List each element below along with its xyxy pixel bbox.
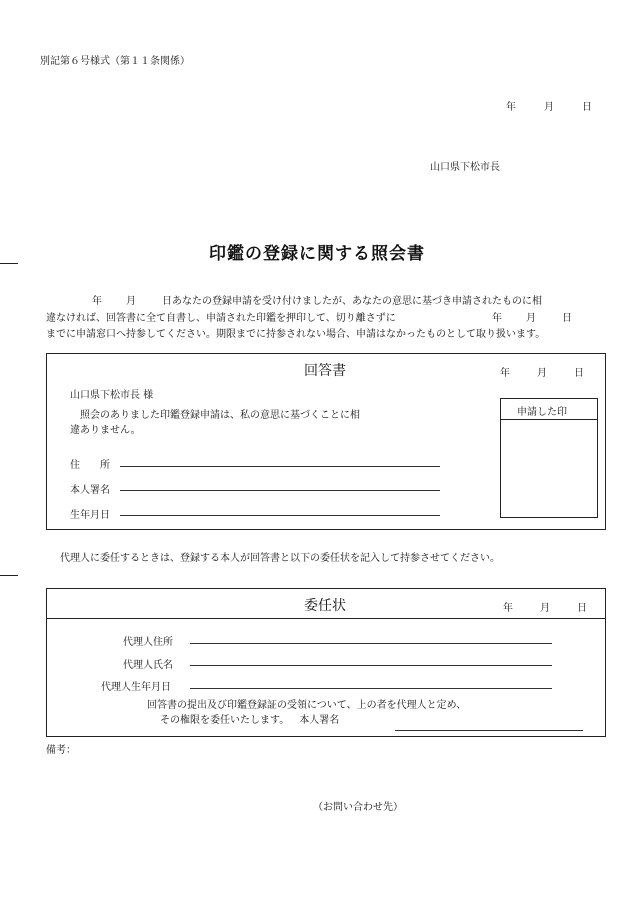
- intro-month: 月: [126, 296, 136, 307]
- seal-box-divider: [501, 419, 597, 420]
- intro-line-2-text: 違なければ、回答書に全て自書し、申請された印鑑を押印して、切り離さずに: [46, 313, 396, 324]
- issuer: 山口県下松市長: [430, 162, 500, 173]
- delegation-date: [503, 599, 587, 614]
- contact-label: （お問い合わせ先）: [313, 802, 403, 813]
- reply-date-day: 日: [574, 368, 584, 379]
- delegation-birth-label: 代理人生年月日: [101, 682, 171, 693]
- intro-line-3: までに申請窓口へ持参してください。期限までに持参されない場合、申請はなかったものとして取り扱います。: [46, 329, 546, 340]
- reply-statement-line-2: 違ありません。: [70, 425, 141, 436]
- delegation-signature-label: 本人署名: [299, 715, 340, 726]
- delegation-birth-field[interactable]: [190, 675, 552, 689]
- header-date-day: 日: [582, 102, 592, 113]
- seal-label: 申請した印: [517, 407, 567, 418]
- intro-year: 年: [92, 296, 102, 307]
- delegation-address-label: 代理人住所: [123, 637, 173, 648]
- intro-deadline-day: 日: [562, 313, 572, 324]
- header-date-month: 月: [544, 102, 554, 113]
- header-date-year: 年: [506, 102, 516, 113]
- intro-line-1: [46, 293, 542, 311]
- delegation-date-year: 年: [503, 603, 513, 614]
- delegation-divider: [47, 618, 605, 619]
- remarks-label: 備考：: [46, 745, 76, 756]
- page-title: 印鑑の登録に関する照会書: [209, 244, 425, 264]
- reply-addressee: 山口県下松市長 様: [70, 390, 154, 401]
- delegation-name-label: 代理人氏名: [123, 660, 173, 671]
- delegation-heading: 委任状: [304, 598, 346, 614]
- intro-line-1-text: 日あなたの登録申請を受け付けましたが、あなたの意思に基づき申請されたものに相: [162, 296, 542, 307]
- reply-birth-label: 生年月日: [70, 510, 110, 521]
- delegation-date-month: 月: [540, 603, 550, 614]
- header-date: [506, 98, 592, 113]
- reply-address-label: 住 所: [70, 460, 110, 471]
- reply-address-field[interactable]: [120, 453, 440, 467]
- cut-mark-top: [0, 263, 18, 264]
- delegation-address-field[interactable]: [190, 630, 552, 644]
- reply-heading: 回答書: [304, 363, 346, 379]
- reply-date: [500, 364, 584, 379]
- proxy-note: 代理人に委任するときは、登録する本人が回答書と以下の委任状を記入して持参させてください。: [60, 553, 500, 564]
- reply-date-year: 年: [500, 368, 510, 379]
- reply-birth-field[interactable]: [120, 502, 440, 516]
- intro-deadline-year: 年: [492, 313, 502, 324]
- delegation-name-field[interactable]: [190, 652, 552, 666]
- delegation-signature-field[interactable]: [395, 716, 583, 731]
- delegation-statement-line-2-text: その権限を委任いたします。: [160, 715, 290, 726]
- delegation-statement-line-1: 回答書の提出及び印鑑登録証の受領について、上の者を代理人と定め、: [147, 700, 467, 711]
- form-label: 別記第６号様式（第１１条関係）: [40, 56, 190, 67]
- delegation-date-day: 日: [577, 603, 587, 614]
- reply-statement-line-1: 照会のありました印鑑登録申請は、私の意思に基づくことに相: [80, 410, 360, 421]
- delegation-statement-line-2: [160, 711, 339, 726]
- intro-deadline-month: 月: [526, 313, 536, 324]
- reply-name-field[interactable]: [120, 477, 440, 491]
- reply-date-month: 月: [537, 368, 547, 379]
- cut-mark-bottom: [0, 575, 18, 576]
- reply-name-label: 本人署名: [70, 485, 110, 496]
